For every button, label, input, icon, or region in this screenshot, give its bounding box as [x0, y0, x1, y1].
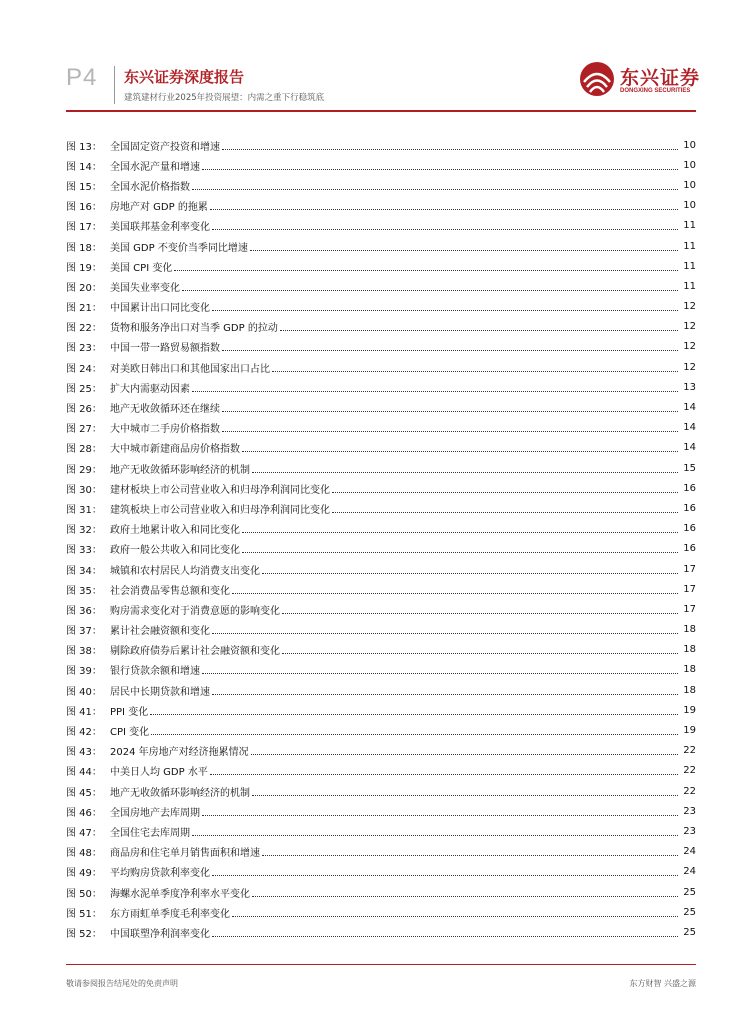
dot-leader: [212, 632, 678, 634]
figure-label: 图 24：: [66, 363, 102, 375]
page-ref[interactable]: 12: [683, 341, 696, 353]
figure-label: 图 38：: [66, 646, 102, 658]
page-ref[interactable]: 11: [683, 260, 696, 272]
figure-caption[interactable]: 政府土地累计收入和同比变化: [110, 525, 240, 537]
dot-leader: [232, 915, 678, 917]
figure-label: 图 49：: [66, 868, 102, 880]
toc-entry[interactable]: [66, 458, 696, 478]
figure-label: 图 13：: [66, 141, 102, 153]
figure-caption[interactable]: 东方雨虹单季度毛利率变化: [110, 908, 230, 920]
figure-label: 图 30：: [66, 484, 102, 496]
figure-label: 图 14：: [66, 161, 102, 173]
figure-label: 图 33：: [66, 545, 102, 557]
dot-leader: [212, 309, 678, 311]
dot-leader: [242, 551, 678, 553]
toc-entry[interactable]: [66, 821, 696, 841]
figure-label: 图 20：: [66, 282, 102, 294]
page-ref[interactable]: 13: [683, 381, 696, 393]
figure-label: 图 17：: [66, 222, 102, 234]
page-number: P4: [66, 64, 98, 91]
page-ref[interactable]: 19: [683, 725, 696, 737]
company-logo: [578, 60, 701, 104]
dot-leader: [212, 228, 678, 230]
toc-entry[interactable]: [66, 801, 696, 821]
figure-label: 图 50：: [66, 888, 102, 900]
figure-caption[interactable]: 美国失业率变化: [110, 282, 180, 294]
figure-label: 图 35：: [66, 585, 102, 597]
figure-caption[interactable]: 地产无收敛循环影响经济的机制: [110, 464, 250, 476]
figure-caption[interactable]: 地产无收敛循环影响经济的机制: [110, 787, 250, 799]
figure-label: 图 40：: [66, 686, 102, 698]
figure-label: 图 29：: [66, 464, 102, 476]
figure-caption[interactable]: 对美欧日韩出口和其他国家出口占比: [110, 363, 270, 375]
toc-entry[interactable]: [66, 620, 696, 640]
figure-caption[interactable]: PPI 变化: [110, 706, 149, 718]
page-ref[interactable]: 17: [683, 583, 696, 595]
figure-label: 图 32：: [66, 525, 102, 537]
toc-entry[interactable]: [66, 196, 696, 216]
page-header: [0, 0, 755, 105]
figure-caption[interactable]: 全国固定资产投资和增速: [110, 141, 220, 153]
page-ref[interactable]: 22: [683, 745, 696, 757]
figure-label: 图 16：: [66, 202, 102, 214]
dot-leader: [222, 148, 678, 150]
figure-caption[interactable]: 中国联塑净利润率变化: [110, 928, 210, 940]
figure-caption[interactable]: 商品房和住宅单月销售面积和增速: [110, 848, 260, 860]
page-ref[interactable]: 10: [683, 179, 696, 191]
toc-entry[interactable]: [66, 579, 696, 599]
dot-leader: [151, 733, 678, 735]
footer-disclaimer[interactable]: 敬请参阅报告结尾处的免责声明: [66, 979, 178, 988]
dot-leader: [242, 531, 678, 533]
dot-leader: [272, 370, 678, 372]
page-ref[interactable]: 16: [683, 523, 696, 535]
toc-entry[interactable]: [66, 478, 696, 498]
figure-caption[interactable]: 政府一般公共收入和同比变化: [110, 545, 240, 557]
page-ref[interactable]: 11: [683, 280, 696, 292]
page-ref[interactable]: 14: [683, 422, 696, 434]
figure-caption[interactable]: 地产无收敛循环还在继续: [110, 404, 220, 416]
page-ref[interactable]: 23: [683, 825, 696, 837]
page-ref[interactable]: 19: [683, 704, 696, 716]
toc-entry[interactable]: [66, 397, 696, 417]
figure-caption[interactable]: 货物和服务净出口对当季 GDP 的拉动: [110, 323, 278, 335]
figure-caption[interactable]: 建筑板块上市公司营业收入和归母净利润同比变化: [110, 504, 330, 516]
toc-entry[interactable]: [66, 498, 696, 518]
dot-leader: [174, 269, 678, 271]
page-ref[interactable]: 18: [683, 684, 696, 696]
toc-entry[interactable]: [66, 418, 696, 438]
figure-caption[interactable]: 海螺水泥单季度净利率水平变化: [110, 888, 250, 900]
toc-entry[interactable]: [66, 317, 696, 337]
figure-caption[interactable]: 全国房地产去库周期: [110, 807, 200, 819]
dot-leader: [212, 935, 678, 937]
page-ref[interactable]: 10: [683, 159, 696, 171]
dot-leader: [202, 168, 678, 170]
dot-leader: [280, 329, 678, 331]
figure-label: 图 28：: [66, 444, 102, 456]
toc-entry[interactable]: [66, 680, 696, 700]
dot-leader: [282, 612, 678, 614]
toc-entry[interactable]: [66, 842, 696, 862]
toc-entry[interactable]: [66, 256, 696, 276]
dot-leader: [222, 430, 678, 432]
page-ref[interactable]: 12: [683, 361, 696, 373]
logo-text-en: DONGXING SECURITIES: [620, 88, 691, 94]
toc-entry[interactable]: [66, 902, 696, 922]
page-ref[interactable]: 23: [683, 805, 696, 817]
figure-label: 图 26：: [66, 404, 102, 416]
toc-entry[interactable]: [66, 862, 696, 882]
dot-leader: [150, 713, 678, 715]
dot-leader: [262, 572, 678, 574]
toc-entry[interactable]: [66, 761, 696, 781]
figure-caption[interactable]: 中国一带一路贸易额指数: [110, 343, 220, 355]
figure-caption[interactable]: 银行贷款余额和增速: [110, 666, 200, 678]
page-ref[interactable]: 24: [683, 866, 696, 878]
page-ref[interactable]: 18: [683, 624, 696, 636]
figure-caption[interactable]: 居民中长期贷款和增速: [110, 686, 210, 698]
figure-label: 图 21：: [66, 303, 102, 315]
toc-entry[interactable]: [66, 781, 696, 801]
figure-label: 图 15：: [66, 181, 102, 193]
figure-caption[interactable]: CPI 变化: [110, 727, 150, 739]
figure-label: 图 39：: [66, 666, 102, 678]
dot-leader: [192, 188, 678, 190]
dot-leader: [222, 410, 678, 412]
toc-entry[interactable]: [66, 660, 696, 680]
toc-entry[interactable]: [66, 357, 696, 377]
page-ref[interactable]: 25: [683, 926, 696, 938]
dot-leader: [192, 390, 678, 392]
figure-label: 图 19：: [66, 262, 102, 274]
header-rule: [66, 110, 696, 112]
figure-label: 图 48：: [66, 848, 102, 860]
toc-entry[interactable]: [66, 720, 696, 740]
dot-leader: [252, 794, 678, 796]
page-ref[interactable]: 16: [683, 502, 696, 514]
toc-entry[interactable]: [66, 337, 696, 357]
dot-leader: [332, 491, 678, 493]
page-ref[interactable]: 16: [683, 543, 696, 555]
dot-leader: [262, 854, 678, 856]
dot-leader: [222, 349, 678, 351]
toc-entry[interactable]: [66, 276, 696, 296]
figure-label: 图 42：: [66, 727, 102, 739]
figure-label: 图 43：: [66, 747, 102, 759]
figure-label: 图 25：: [66, 383, 102, 395]
toc-entry[interactable]: [66, 175, 696, 195]
figure-label: 图 46：: [66, 807, 102, 819]
figure-list: [66, 135, 696, 943]
figure-caption[interactable]: 大中城市二手房价格指数: [110, 424, 220, 436]
figure-label: 图 44：: [66, 767, 102, 779]
toc-entry[interactable]: [66, 519, 696, 539]
page-ref[interactable]: 25: [683, 886, 696, 898]
toc-entry[interactable]: [66, 539, 696, 559]
figure-caption[interactable]: 社会消费品零售总额和变化: [110, 585, 230, 597]
figure-caption[interactable]: 2024 年房地产对经济拖累情况: [110, 747, 249, 759]
figure-caption[interactable]: 中美日人均 GDP 水平: [110, 767, 208, 779]
toc-entry[interactable]: [66, 599, 696, 619]
figure-label: 图 22：: [66, 323, 102, 335]
figure-caption[interactable]: 城镇和农村居民人均消费支出变化: [110, 565, 260, 577]
page-ref[interactable]: 11: [683, 220, 696, 232]
page-ref[interactable]: 17: [683, 603, 696, 615]
dot-leader: [202, 814, 678, 816]
page-ref[interactable]: 14: [683, 402, 696, 414]
figure-caption[interactable]: 美国 GDP 不变价当季同比增速: [110, 242, 248, 254]
page-ref[interactable]: 24: [683, 846, 696, 858]
page-ref[interactable]: 25: [683, 906, 696, 918]
page-ref[interactable]: 22: [683, 765, 696, 777]
figure-label: 图 31：: [66, 504, 102, 516]
page-ref[interactable]: 10: [683, 200, 696, 212]
toc-entry[interactable]: [66, 700, 696, 720]
dot-leader: [202, 672, 678, 674]
toc-entry[interactable]: [66, 135, 696, 155]
toc-entry[interactable]: [66, 922, 696, 942]
figure-label: 图 23：: [66, 343, 102, 355]
page-ref[interactable]: 15: [683, 462, 696, 474]
toc-entry[interactable]: [66, 741, 696, 761]
figure-caption[interactable]: 购房需求变化对于消费意愿的影响变化: [110, 605, 280, 617]
figure-label: 图 18：: [66, 242, 102, 254]
dot-leader: [251, 753, 678, 755]
dot-leader: [250, 249, 678, 251]
figure-caption[interactable]: 平均购房贷款利率变化: [110, 868, 210, 880]
toc-entry[interactable]: [66, 216, 696, 236]
figure-caption[interactable]: 全国水泥价格指数: [110, 181, 190, 193]
figure-label: 图 47：: [66, 827, 102, 839]
dot-leader: [332, 511, 678, 513]
report-subtitle: 建筑建材行业2025年投资展望：内需之重下行稳筑底: [124, 93, 325, 103]
header-divider: [114, 66, 115, 104]
toc-entry[interactable]: [66, 155, 696, 175]
dot-leader: [212, 874, 678, 876]
figure-label: 图 27：: [66, 424, 102, 436]
page-ref[interactable]: 12: [683, 321, 696, 333]
page-ref[interactable]: 18: [683, 664, 696, 676]
dot-leader: [212, 693, 678, 695]
figure-caption[interactable]: 美国联邦基金利率变化: [110, 222, 210, 234]
dot-leader: [282, 652, 678, 654]
figure-caption[interactable]: 累计社会融资额和变化: [110, 626, 210, 638]
page-ref[interactable]: 11: [683, 240, 696, 252]
figure-caption[interactable]: 美国 CPI 变化: [110, 262, 173, 274]
figure-caption[interactable]: 中国累计出口同比变化: [110, 303, 210, 315]
figure-caption[interactable]: 剔除政府债券后累计社会融资额和变化: [110, 646, 280, 658]
toc-entry[interactable]: [66, 297, 696, 317]
dot-leader: [232, 592, 678, 594]
figure-caption[interactable]: 大中城市新建商品房价格指数: [110, 444, 240, 456]
toc-entry[interactable]: [66, 236, 696, 256]
dongxing-logo-icon: [578, 60, 616, 98]
report-title: 东兴证券深度报告: [124, 68, 245, 86]
figure-label: 图 52：: [66, 928, 102, 940]
page-ref[interactable]: 12: [683, 301, 696, 313]
footer-rule: [66, 964, 696, 965]
figure-label: 图 36：: [66, 605, 102, 617]
figure-caption[interactable]: 建材板块上市公司营业收入和归母净利润同比变化: [110, 484, 330, 496]
page-ref[interactable]: 10: [683, 139, 696, 151]
dot-leader: [210, 773, 678, 775]
page-ref[interactable]: 16: [683, 482, 696, 494]
logo-text-cn: 东兴证券: [620, 67, 701, 89]
toc-entry[interactable]: [66, 438, 696, 458]
dot-leader: [182, 289, 678, 291]
toc-entry[interactable]: [66, 882, 696, 902]
toc-entry[interactable]: [66, 559, 696, 579]
page-ref[interactable]: 14: [683, 442, 696, 454]
dot-leader: [192, 834, 678, 836]
footer-slogan: 东方财智 兴盛之源: [629, 979, 696, 988]
figure-label: 图 51：: [66, 908, 102, 920]
figure-caption[interactable]: 全国水泥产量和增速: [110, 161, 200, 173]
dot-leader: [242, 450, 678, 452]
dot-leader: [252, 895, 678, 897]
figure-label: 图 34：: [66, 565, 102, 577]
figure-caption[interactable]: 全国住宅去库周期: [110, 827, 190, 839]
toc-entry[interactable]: [66, 377, 696, 397]
page-ref[interactable]: 22: [683, 785, 696, 797]
page-ref[interactable]: 18: [683, 644, 696, 656]
figure-caption[interactable]: 扩大内需驱动因素: [110, 383, 190, 395]
toc-entry[interactable]: [66, 640, 696, 660]
figure-label: 图 45：: [66, 787, 102, 799]
page-ref[interactable]: 17: [683, 563, 696, 575]
figure-label: 图 41：: [66, 706, 102, 718]
dot-leader: [210, 208, 678, 210]
dot-leader: [252, 471, 678, 473]
figure-label: 图 37：: [66, 626, 102, 638]
figure-caption[interactable]: 房地产对 GDP 的拖累: [110, 202, 208, 214]
